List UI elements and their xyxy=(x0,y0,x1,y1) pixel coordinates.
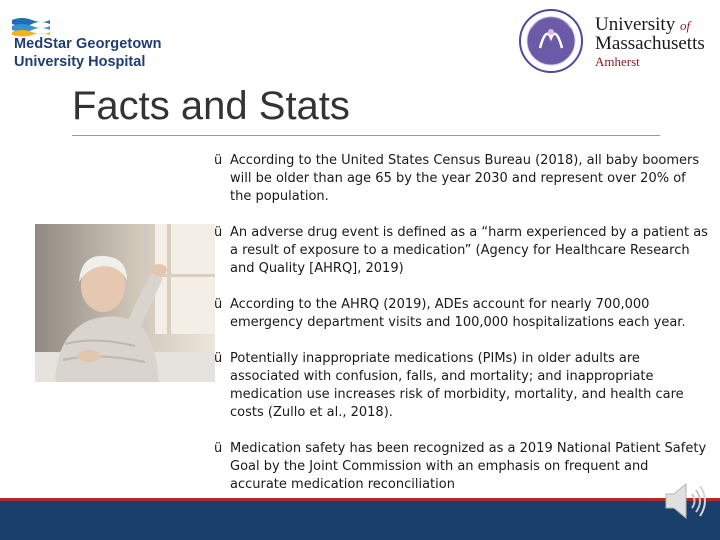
medstar-hospital: University Hospital xyxy=(14,54,146,70)
association-seal-logo xyxy=(518,8,584,74)
slide-title: Facts and Stats xyxy=(72,84,350,128)
speaker-icon[interactable] xyxy=(660,478,710,524)
checkmark-icon: ü xyxy=(214,225,223,240)
umass-massachusetts: Massachusetts xyxy=(595,33,705,54)
bullet-item xyxy=(216,152,708,206)
umass-of: of xyxy=(679,18,691,33)
bullet-item xyxy=(216,350,708,422)
umass-university-word: University xyxy=(595,14,676,35)
title-divider xyxy=(72,135,660,136)
footer-bar xyxy=(0,501,720,540)
bullet-item xyxy=(216,296,708,332)
umass-amherst: Amherst xyxy=(595,54,640,69)
bullet-list xyxy=(216,152,708,512)
checkmark-icon: ü xyxy=(214,297,223,312)
checkmark-icon: ü xyxy=(214,351,223,366)
medstar-logo xyxy=(10,14,172,70)
bullet-text: Potentially inappropriate medications (PIMs) in older adults are associated with confusion, falls, and mortality; and inappropriate medication use increases risk of morbidity, mortality, and health care costs (Zullo et al., 2018). xyxy=(230,351,684,420)
umass-logo xyxy=(595,14,717,70)
bullet-text: According to the AHRQ (2019), ADEs account for nearly 700,000 emergency department visits and 100,000 hospitalizations each year. xyxy=(230,297,686,330)
bullet-text: Medication safety has been recognized as a 2019 National Patient Safety Goal by the Joint Commission with an emphasis on frequent and accurate medication reconciliation xyxy=(230,441,707,492)
checkmark-icon: ü xyxy=(214,441,223,456)
medstar-name: MedStar Georgetown xyxy=(14,36,162,52)
bullet-text: An adverse drug event is defined as a “harm experienced by a patient as a result of exposure to a medication” (Agency for Healthcare Research and Quality [AHRQ], 2019) xyxy=(230,225,708,276)
elderly-woman-photo xyxy=(35,224,215,382)
bullet-item xyxy=(216,224,708,278)
bullet-text: According to the United States Census Bureau (2018), all baby boomers will be older than age 65 by the year 2030 and represent over 20% of the population. xyxy=(230,153,700,204)
bullet-item xyxy=(216,440,708,494)
checkmark-icon: ü xyxy=(214,153,223,168)
